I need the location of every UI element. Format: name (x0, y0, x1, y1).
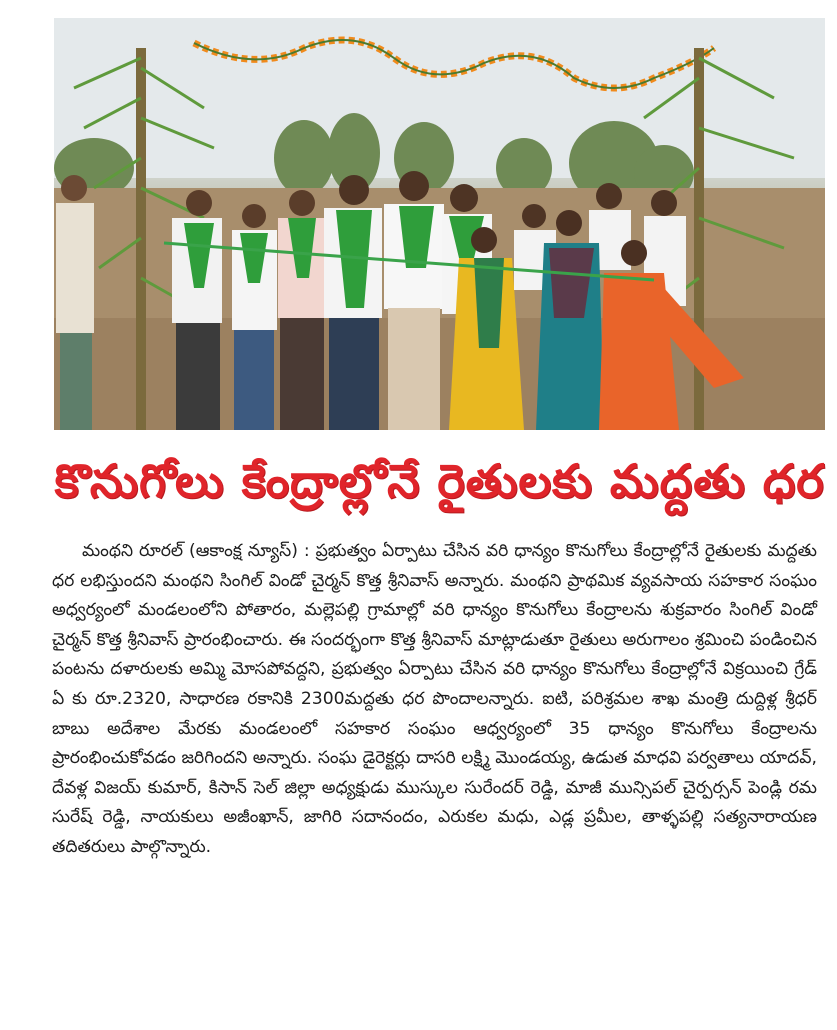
news-clipping (52, 10, 827, 1020)
article-dateline: మంథని రూరల్ (ఆకాంక్ష న్యూస్) : (82, 541, 310, 561)
headline: కొనుగోలు కేంద్రాల్లోనే రైతులకు మద్దతు ధర (54, 454, 825, 508)
article-text: ప్రభుత్వం ఏర్పాటు చేసిన వరి ధాన్యం కొనుగోలు కేంద్రాల్లోనే రైతులకు మద్దతు ధర లభిస్తుందని మంథని సింగిల్ విండో చైర్మన్ కొత్త శ్రీనివాస్ అన్నారు. మంథని ప్రాథమిక వ్యవసాయ సహకార సంఘం అధ్వర్యంలో మండలంలోని పోతారం, మల్లెపల్లి గ్రామాల్లో వరి ధాన్యం కొనుగోలు కేంద్రాలను శుక్రవారం సింగిల్ విండో చైర్మన్ కొత్త శ్రీనివాస్ ప్రారంభించారు. ఈ సందర్భంగా కొత్త శ్రీనివాస్ మాట్లాడుతూ రైతులు అరుగాలం శ్రమించి పండించిన పంటను దళారులకు అమ్మి మోసపోవద్దని, ప్రభుత్వం ఏర్పాటు చేసిన వరి ధాన్యం కొనుగోలు కేంద్రాల్లోనే విక్రయించి గ్రేడ్ ఏ కు రూ.2320, సాధారణ రకానికి 2300మద్దతు ధర పొందాలన్నారు. ఐటి, పరిశ్రమల శాఖ మంత్రి దుద్దిళ్ల శ్రీధర్ బాబు అదేశాల మేరకు మండలంలో సహకార సంఘం ఆధ్వర్యంలో 35 ధాన్యం కొనుగోలు కేంద్రాలను ప్రారంభించుకోవడం జరిగిందని అన్నారు. సంఘ డైరెక్టర్లు దాసరి లక్ష్మి మొండయ్య, ఉడుత మాధవి పర్వతాలు యాదవ్, దేవళ్ల విజయ్ కుమార్, కిసాన్ సెల్ జిల్లా అధ్యక్షుడు ముస్కుల సురేందర్ రెడ్డి, మాజీ మున్సిపల్ చైర్పర్సన్ పెండ్లి రమ సురేష్ రెడ్డి, నాయకులు అజీంఖాన్, జాగిరి సదానందం, ఎరుకల మధు, ఎడ్ల ప్రమీల, తాళ్ళపల్లి సత్యనారాయణ తదితరులు పాల్గొన్నారు. (52, 541, 817, 857)
article-body (52, 537, 817, 863)
news-photo (54, 18, 825, 430)
